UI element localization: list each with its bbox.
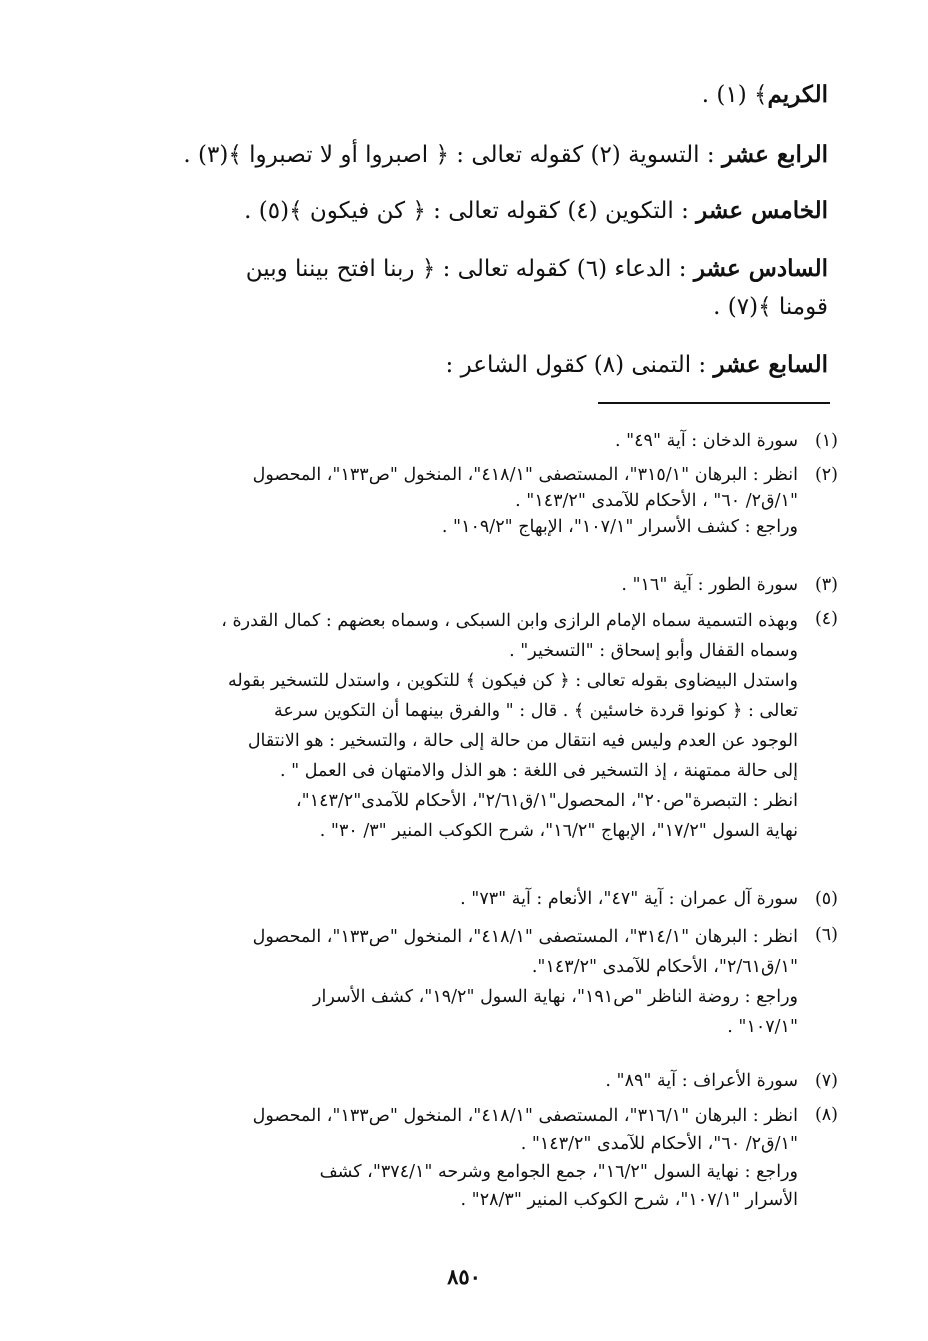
footnote-number: (٣) [814, 575, 838, 595]
footnote-line: انظر : البرهان "٣١٤/١"، المستصفى "٤١٨/١"، المنخول "ص١٣٣"، المحصول [252, 927, 798, 947]
footnote-5 [128, 886, 838, 912]
main-line-text: التمنى (٨) كقول الشاعر : [445, 352, 692, 378]
footnote-line: "١/ق٢/٦١"، الأحكام للآمدى "١٤٣/٢". [531, 957, 798, 977]
footnote-line: سورة الدخان : آية "٤٩" . [614, 431, 798, 451]
footnote-line: نهاية السول "١٧/٢"، الإبهاج "١٦/٢"، شرح الكوكب المنير "٣/ ٣٠" . [319, 821, 798, 841]
footnote-8 [128, 1102, 838, 1214]
footnote-line: واستدل البيضاوى بقوله تعالى : ﴿ كن فيكون ﴾ للتكوين ، واستدل للتسخير بقوله [227, 671, 798, 691]
main-line-text: ﴾ (١) . [701, 82, 768, 108]
footnote-line: انظر : التبصرة"ص٢٠"، المحصول"١/ق٢/٦١"، الأحكام للآمدى"١٤٣/٢"، [295, 791, 798, 811]
main-line-label: الكريم [767, 81, 828, 108]
footnote-2 [128, 462, 838, 540]
footnote-line: تعالى : ﴿ كونوا قردة خاسئين ﴾ . قال : " والفرق بينهما أن التكوين سرعة [273, 701, 798, 721]
footnote-6 [128, 922, 838, 1042]
main-line-label: الرابع عشر [721, 141, 828, 168]
footnote-line: "١/ق٢/ ٦٠" ، الأحكام للآمدى "١٤٣/٢" . [515, 491, 798, 511]
footnote-line: وبهذه التسمية سماه الإمام الرازى وابن السبكى ، وسماه بعضهم : كمال القدرة ، [221, 611, 798, 631]
footnote-line: وراجع : كشف الأسرار "١٠٧/١"، الإبهاج "١٠٩/٢" . [441, 517, 798, 537]
main-line-text: قومنا ﴾(٧) . [713, 294, 828, 320]
footnote-line: "١/ق٢/ ٦٠"، الأحكام للآمدى "١٤٣/٢" . [520, 1134, 798, 1154]
footnote-1 [128, 428, 838, 454]
footnote-number: (٤) [814, 609, 838, 629]
main-line-2: الرابع عشر : التسوية (٢) كقوله تعالى : ﴿ اصبروا أو لا تصبروا ﴾(٣) . [183, 141, 828, 168]
footnote-number: (٦) [814, 925, 838, 945]
main-line-text: التكوين (٤) كقوله تعالى : ﴿ كن فيكون ﴾(٥) . [244, 198, 674, 224]
footnote-line: وسماه القفال وأبو إسحاق : "التسخير" . [509, 641, 798, 661]
footnote-line: إلى حالة ممتهنة ، إذ التسخير فى اللغة : هو الذل والامتهان فى العمل " . [279, 761, 798, 781]
main-line-label: الخامس عشر [696, 197, 828, 224]
footnote-line: "١٠٧/١" . [727, 1017, 798, 1037]
footnote-line: انظر : البرهان "٣١٦/١"، المستصفى "٤١٨/١"، المنخول "ص١٣٣"، المحصول [252, 1106, 798, 1126]
footnote-line: الأسرار "١٠٧/١"، شرح الكوكب المنير "٢٨/٣" . [460, 1190, 798, 1210]
footnote-separator [598, 402, 830, 404]
footnote-4 [128, 606, 838, 846]
footnote-line: سورة آل عمران : آية "٤٧"، الأنعام : آية "٧٣" . [460, 889, 798, 909]
main-line-5 [713, 292, 828, 322]
footnote-line: وراجع : روضة الناظر "ص١٩١"، نهاية السول "١٩/٢"، كشف الأسرار [313, 987, 798, 1007]
footnote-line: سورة الطور : آية "١٦" . [621, 575, 798, 595]
main-line-3: الخامس عشر : التكوين (٤) كقوله تعالى : ﴿ كن فيكون ﴾(٥) . [244, 197, 828, 224]
main-line-label: السادس عشر [693, 255, 828, 282]
footnote-line: وراجع : نهاية السول "١٦/٢"، جمع الجوامع وشرحه "٣٧٤/١"، كشف [319, 1162, 798, 1182]
footnote-line: سورة الأعراف : آية "٨٩" . [605, 1071, 798, 1091]
footnote-number: (٢) [814, 465, 838, 485]
footnote-number: (١) [814, 431, 838, 451]
main-line-text: الدعاء (٦) كقوله تعالى : ﴿ ربنا افتح بيننا وبين [245, 256, 672, 282]
main-line-6: السابع عشر : التمنى (٨) كقول الشاعر : [445, 351, 828, 378]
footnote-7 [128, 1068, 838, 1094]
footnote-number: (٥) [814, 889, 838, 909]
page-number: ٨٥٠ [447, 1264, 481, 1289]
main-line-text: التسوية (٢) كقوله تعالى : ﴿ اصبروا أو لا تصبروا ﴾(٣) . [183, 142, 700, 168]
footnote-number: (٨) [814, 1105, 838, 1125]
footnote-line: انظر : البرهان "٣١٥/١"، المستصفى "٤١٨/١"، المنخول "ص١٣٣"، المحصول [252, 465, 798, 485]
footnote-3 [128, 572, 838, 598]
main-line-4: السادس عشر : الدعاء (٦) كقوله تعالى : ﴿ ربنا افتح بيننا وبين [245, 255, 828, 282]
footnote-line: الوجود عن العدم وليس فيه انتقال من حالة إلى حالة ، والتسخير : هو الانتقال [247, 731, 798, 751]
main-line-label: السابع عشر [713, 351, 828, 378]
footnote-number: (٧) [814, 1071, 838, 1091]
main-line-1 [702, 80, 828, 110]
